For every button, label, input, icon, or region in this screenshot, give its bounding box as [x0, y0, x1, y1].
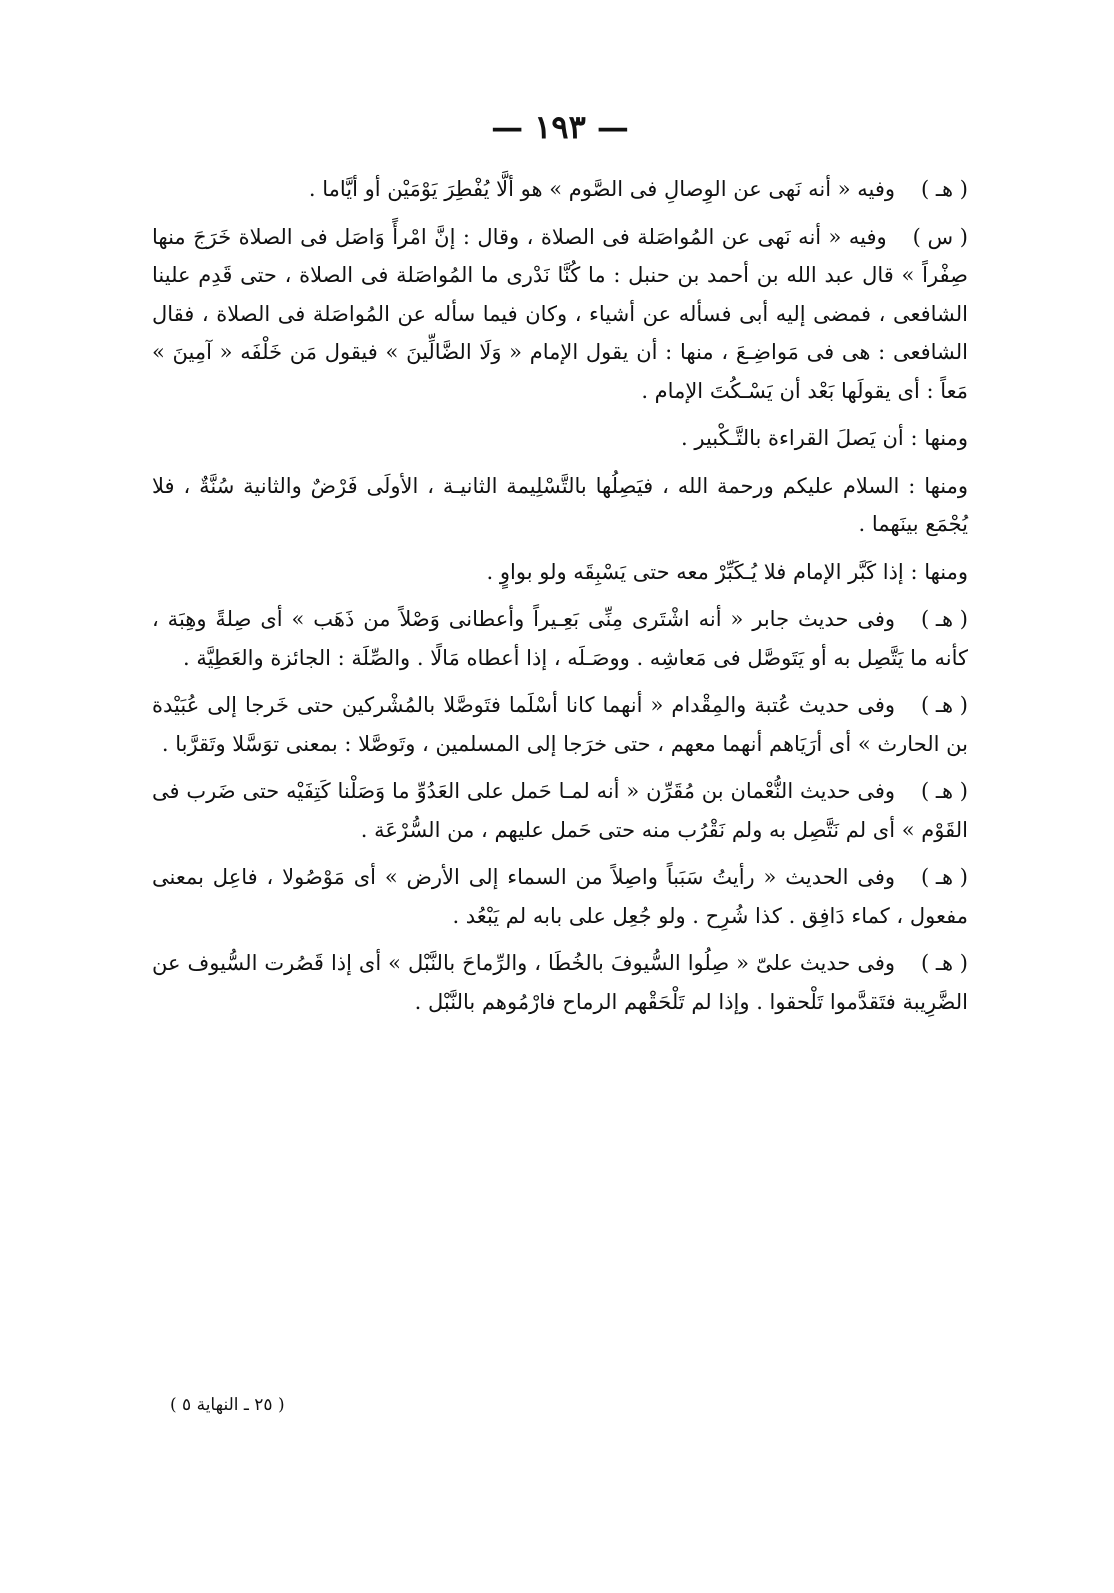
entry-marker: ( س ): [912, 224, 968, 249]
paragraph-text: ومنها : أن يَصلَ القراءة بالتَّـكْبير .: [681, 426, 968, 450]
paragraph-8: [152, 772, 968, 849]
paragraph-9: [152, 858, 968, 935]
paragraph-text: وفى حديث جابر « أنه اشْتَرى مِنِّى بَعِـيراً وأعطانى وَصْلاً من ذَهَب » أى صِلةً وهِبَة ، كأنه ما يَتَّصِل به أو يَتَوصَّل فى مَعاشِه . ووصَـلَه ، إذا أعطاه مَالًا . والصِّلَة : الجائزة والعَطِيَّة .: [152, 607, 968, 670]
paragraph-3: [152, 419, 968, 458]
entry-marker: ( هـ ): [921, 865, 968, 889]
paragraph-text: وفى حديث علىّ « صِلُوا السُّيوفَ بالخُطَا ، والرِّماحَ بالنَّبْل » أى إذا قَصُرت السُّيوف عن الضَّرِيبة فتَقدَّموا تَلْحقوا . وإذا لم تَلْحَقْهم الرماح فارْمُوهم بالنَّبْل .: [152, 951, 968, 1014]
paragraph-text: وفى الحديث « رأيتُ سَبَباً واصِلاً من السماء إلى الأرض » أى مَوْصُولا ، فاعِل بمعنى مفعول ، كماء دَافِق . كذا شُرِح . ولو جُعِل على بابه لم يَبْعُد .: [152, 865, 968, 928]
paragraph-text: وفيه « أنه نَهى عن الوِصالِ فى الصَّوم » هو ألَّا يُفْطِرَ يَوْمَيْن أو أيَّاما .: [308, 177, 896, 201]
paragraph-1: [152, 170, 968, 209]
entry-marker: ( هـ ): [921, 177, 968, 201]
paragraph-4: [152, 467, 968, 544]
paragraph-text: وفى حديث عُتبة والمِقْدام « أنهما كانا أسْلَما فتَوصَّلا بالمُشْركين حتى خَرجا إلى عُبَيْدة بن الحارث » أى أرَيَاهم أنهما معهم ، حتى خرَجا إلى المسلمين ، وتَوصَّلا : بمعنى توَسَّلا وتَقرَّبا .: [152, 693, 968, 756]
paragraph-text: وفيه « أنه نَهى عن المُواصَلة فى الصلاة ، وقال : إنَّ امْرأً وَاصَل فى الصلاة خَرَجَ منها صِفْراً » قال عبد الله بن أحمد بن حنبل : ما كُنَّا نَدْرى ما المُواصَلة فى الصلاة ، حتى قَدِم علينا الشافعى ، فمضى إليه أبى فسأله عن أشياء ، وكان فيما سأله عن المُواصَلة فى الصلاة ، فقال الشافعى : هى فى مَواضِـعَ ، منها : أن يقول الإمام « وَلَا الضَّالِّينَ » فيقول مَن خَلْفَه « آمِينَ » مَعاً : أى يقولَها بَعْد أن يَسْـكُتَ الإمام .: [152, 224, 968, 403]
page-number: — ١٩٣ —: [491, 108, 629, 146]
paragraph-10: [152, 944, 968, 1021]
entry-marker: ( هـ ): [921, 779, 968, 803]
paragraph-text: ومنها : إذا كَبَّر الإمام فلا يُـكَبِّرْ معه حتى يَسْبِقَه ولو بواوٍ .: [486, 559, 968, 584]
body-text: [152, 170, 968, 1021]
paragraph-2: [152, 218, 968, 411]
footer-signature: ( ٢٥ ـ النهاية ٥ ): [170, 1395, 285, 1415]
paragraph-6: [152, 600, 968, 677]
entry-marker: ( هـ ): [921, 607, 968, 631]
paragraph-5: [152, 553, 968, 592]
paragraph-text: ومنها : السلام عليكم ورحمة الله ، فيَصِلُها بالتَّسْلِيمة الثانيـة ، الأولَى فَرْضٌ والثانية سُنَّةٌ ، فلا يُجْمَع بينَهما .: [152, 473, 968, 536]
entry-marker: ( هـ ): [921, 693, 968, 717]
paragraph-text: وفى حديث النُّعْمان بن مُقَرِّن « أنه لمـا حَمل على العَدُوِّ ما وَصَلْنا كَتِفَيْه حتى ضَرب فى القَوْم » أى لم نَتَّصِل به ولم نَقْرُب منه حتى حَمل عليهم ، من السُّرْعَة .: [152, 779, 968, 842]
entry-marker: ( هـ ): [921, 951, 968, 975]
paragraph-7: [152, 686, 968, 763]
